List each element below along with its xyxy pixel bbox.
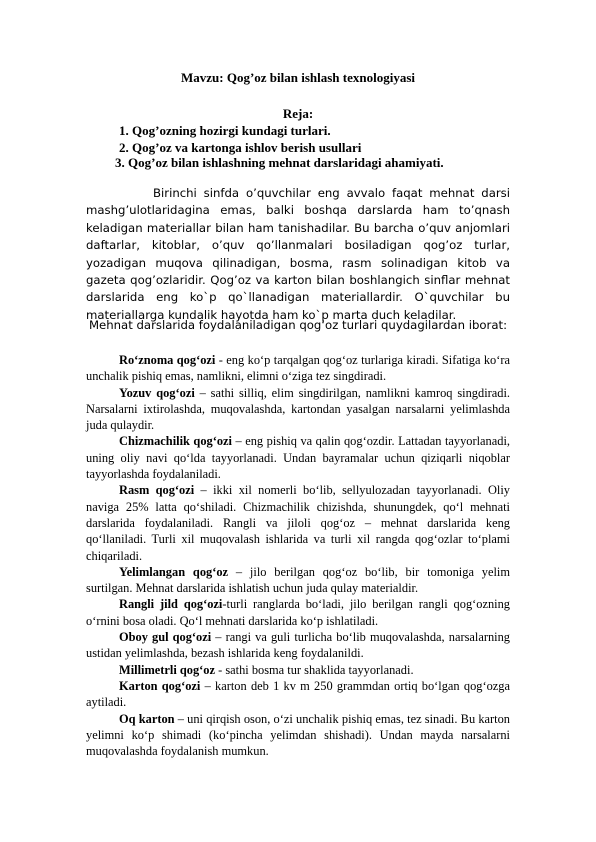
paper-type-term: Rangli jild qog‘ozi [119, 597, 223, 612]
paper-type-description: – sathi silliq, elim singdirilgan, namlikni kamroq singdiradi. Narsalarni ixtirolashda, muqovalashda, kartondan yasalgan narsalarni yelimlashda juda qulaydir. [86, 385, 510, 433]
paper-type-description: -turli ranglarda bo‘ladi, jilo berilgan rangli qog‘ozning o‘rnini bosa oladi. Qo‘l mehnati darslarida ko‘p ishlatiladi. [86, 597, 510, 628]
paper-type-description: - eng ko‘p tarqalgan qog‘oz turlariga kiradi. Sifatiga ko‘ra unchalik pishiq emas, namlikni, elimni o‘ziga tez singdiradi. [86, 353, 511, 384]
paper-type-paragraph [86, 629, 510, 662]
paper-type-paragraph [86, 678, 510, 711]
paper-type-description: - sathi bosma tur shaklida tayyorlanadi. [215, 662, 414, 677]
paper-type-term: Oq karton [119, 711, 175, 726]
paper-type-description: – rangi va guli turlicha bo‘lib muqovalashda, narsalarning ustidan yelimlashda, bezash ishlarida keng foydalanildi. [86, 630, 510, 661]
paper-type-paragraph [86, 385, 510, 434]
plan-item: 3. Qog’oz bilan ishlashning mehnat darslaridagi ahamiyati. [115, 155, 444, 170]
paper-type-term: Millimetrli qog‘oz [119, 662, 215, 677]
paper-type-paragraph [86, 564, 510, 597]
paper-type-description: – uni qirqish oson, o‘zi unchalik pishiq emas, tez sinadi. Bu karton yelimni ko‘p shimadi (ko‘pincha yelimdan shishadi). Undan mayda narsalarni muqovalashda foydalanish mumkun. [86, 711, 510, 759]
plan-item: 2. Qog’oz va kartonga ishlov berish usullari [119, 140, 362, 155]
paper-type-paragraph [86, 352, 510, 385]
plan-heading: Reja: [282, 106, 314, 121]
paper-type-term: Chizmachilik qog‘ozi [119, 434, 232, 449]
paper-type-term: Karton qog‘ozi [119, 678, 201, 693]
paper-type-term: Rasm qog‘ozi [119, 483, 195, 498]
paper-type-description: – karton deb 1 kv m 250 grammdan ortiq bo‘lgan qog‘ozga aytiladi. [86, 678, 510, 710]
paper-type-term: Ro‘znoma qog‘ozi [119, 353, 216, 367]
paper-type-description: – ikki xil nomerli bo‘lib, sellyulozadan tayyorlanadi. Oliy naviga 25% latta qo‘shiladi. Chizmachilik chizishda, shunungdek, qo‘l mehnati darslarida foydalaniladi. Rangli va jiloli qog‘oz – mehnat darslarida keng qo‘llaniladi. Turli xil muqovalash ishlarida va turli xil rangda qog‘ozlar to‘plami chiqariladi. [86, 483, 510, 563]
document-title: Mavzu: Qog’oz bilan ishlash texnologiyasi [180, 70, 416, 85]
paper-types-list [86, 352, 510, 759]
paper-type-description: – eng pishiq va qalin qog‘ozdir. Lattadan tayyorlanadi, uning oliy navi qo‘lda tayyorlanadi. Undan bayramalar uchun qiziqarli niqoblar tayyorlashda foydalaniladi. [86, 434, 510, 482]
list-caption: Mehnat darslarida foydalaniladigan qog‘oz turlari quydagilardan iborat: [88, 318, 508, 332]
paper-type-term: Yelimlangan qog‘oz [119, 564, 229, 579]
intro-paragraph: Birinchi sinfda o’quvchilar eng avvalo faqat mehnat darsi mashg’ulotlaridagina emas, balki boshqa darslarda ham to’qnash keladigan materiallar bilan ham tanishadilar. Bu barcha o’quv anjomlari daftarlar, kitoblar, o’quv qo’llanmalari bosiladigan qog’oz turlar, yozadigan muqova qilinadigan, bosma, rasm solinadigan kitob va gazeta qog’ozlaridir. Qog’oz va karton bilan boshlangich sinflar mehnat darslarida eng ko`p qo`llanadigan materiallardir. O`quvchilar bu materiallarga kundalik hayotda ham ko`p marta duch keladilar. [86, 186, 510, 322]
plan-item: 1. Qog’ozning hozirgi kundagi turlari. [119, 123, 331, 138]
paper-type-paragraph [86, 662, 510, 678]
paper-type-paragraph [86, 596, 510, 629]
paper-type-term: Yozuv qog‘ozi [119, 385, 195, 400]
paper-type-term: Oboy gul qog‘ozi [119, 630, 212, 645]
paper-type-paragraph [86, 433, 510, 482]
paper-type-paragraph [86, 482, 510, 563]
paper-type-description: – jilo berilgan qog‘oz bo‘lib, bir tomoniga yelim surtilgan. Mehnat darslarida ishlatish uchun juda qulay materialdir. [86, 564, 511, 596]
paper-type-paragraph [86, 711, 510, 760]
